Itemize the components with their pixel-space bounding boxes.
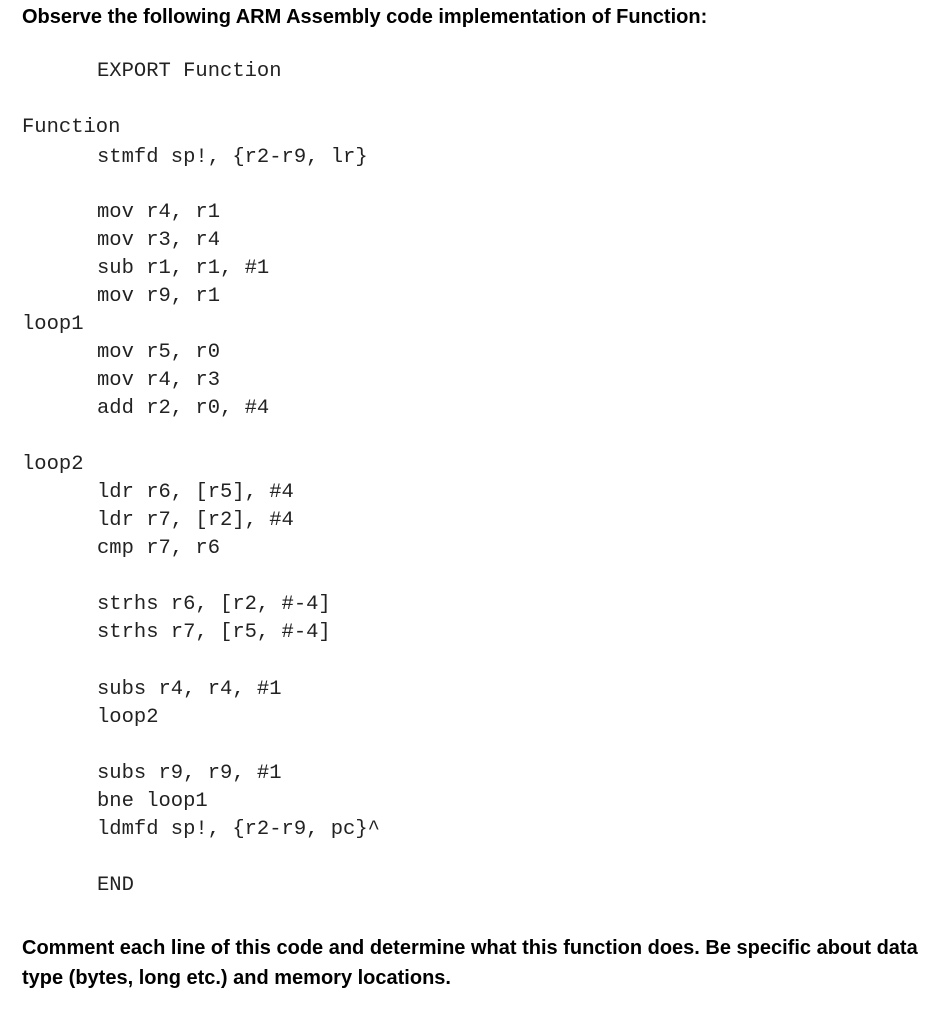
- code-line: bne loop1: [97, 790, 208, 813]
- instructions-text: [22, 933, 918, 993]
- code-line: strhs r7, [r5, #-4]: [97, 621, 331, 644]
- intro-text: Observe the following ARM Assembly code implementation of Function:: [22, 6, 708, 28]
- code-line: cmp r7, r6: [97, 537, 221, 560]
- code-line: ldmfd sp!, {r2-r9, pc}^: [97, 818, 380, 841]
- code-line: sub r1, r1, #1: [97, 257, 270, 280]
- code-line: ldr r7, [r2], #4: [97, 509, 294, 532]
- export-directive: EXPORT Function: [97, 60, 282, 83]
- code-line: mov r5, r0: [97, 341, 221, 364]
- end-directive: END: [97, 874, 134, 897]
- instructions-line-1: Comment each line of this code and determine what this function does. Be specific about data: [22, 937, 918, 959]
- instructions-line-2: type (bytes, long etc.) and memory locations.: [22, 967, 451, 989]
- code-line: subs r4, r4, #1: [97, 678, 282, 701]
- code-line: mov r3, r4: [97, 229, 221, 252]
- function-label: Function: [22, 116, 121, 139]
- code-line: add r2, r0, #4: [97, 397, 270, 420]
- code-line: mov r9, r1: [97, 285, 221, 308]
- code-line-stmfd: stmfd sp!, {r2-r9, lr}: [97, 146, 368, 169]
- code-line: subs r9, r9, #1: [97, 762, 282, 785]
- loop2-label: loop2: [22, 453, 84, 476]
- code-line: ldr r6, [r5], #4: [97, 481, 294, 504]
- loop1-label: loop1: [22, 313, 84, 336]
- code-line: loop2: [97, 706, 159, 729]
- code-line: mov r4, r3: [97, 369, 221, 392]
- code-line: mov r4, r1: [97, 201, 221, 224]
- code-line: strhs r6, [r2, #-4]: [97, 593, 331, 616]
